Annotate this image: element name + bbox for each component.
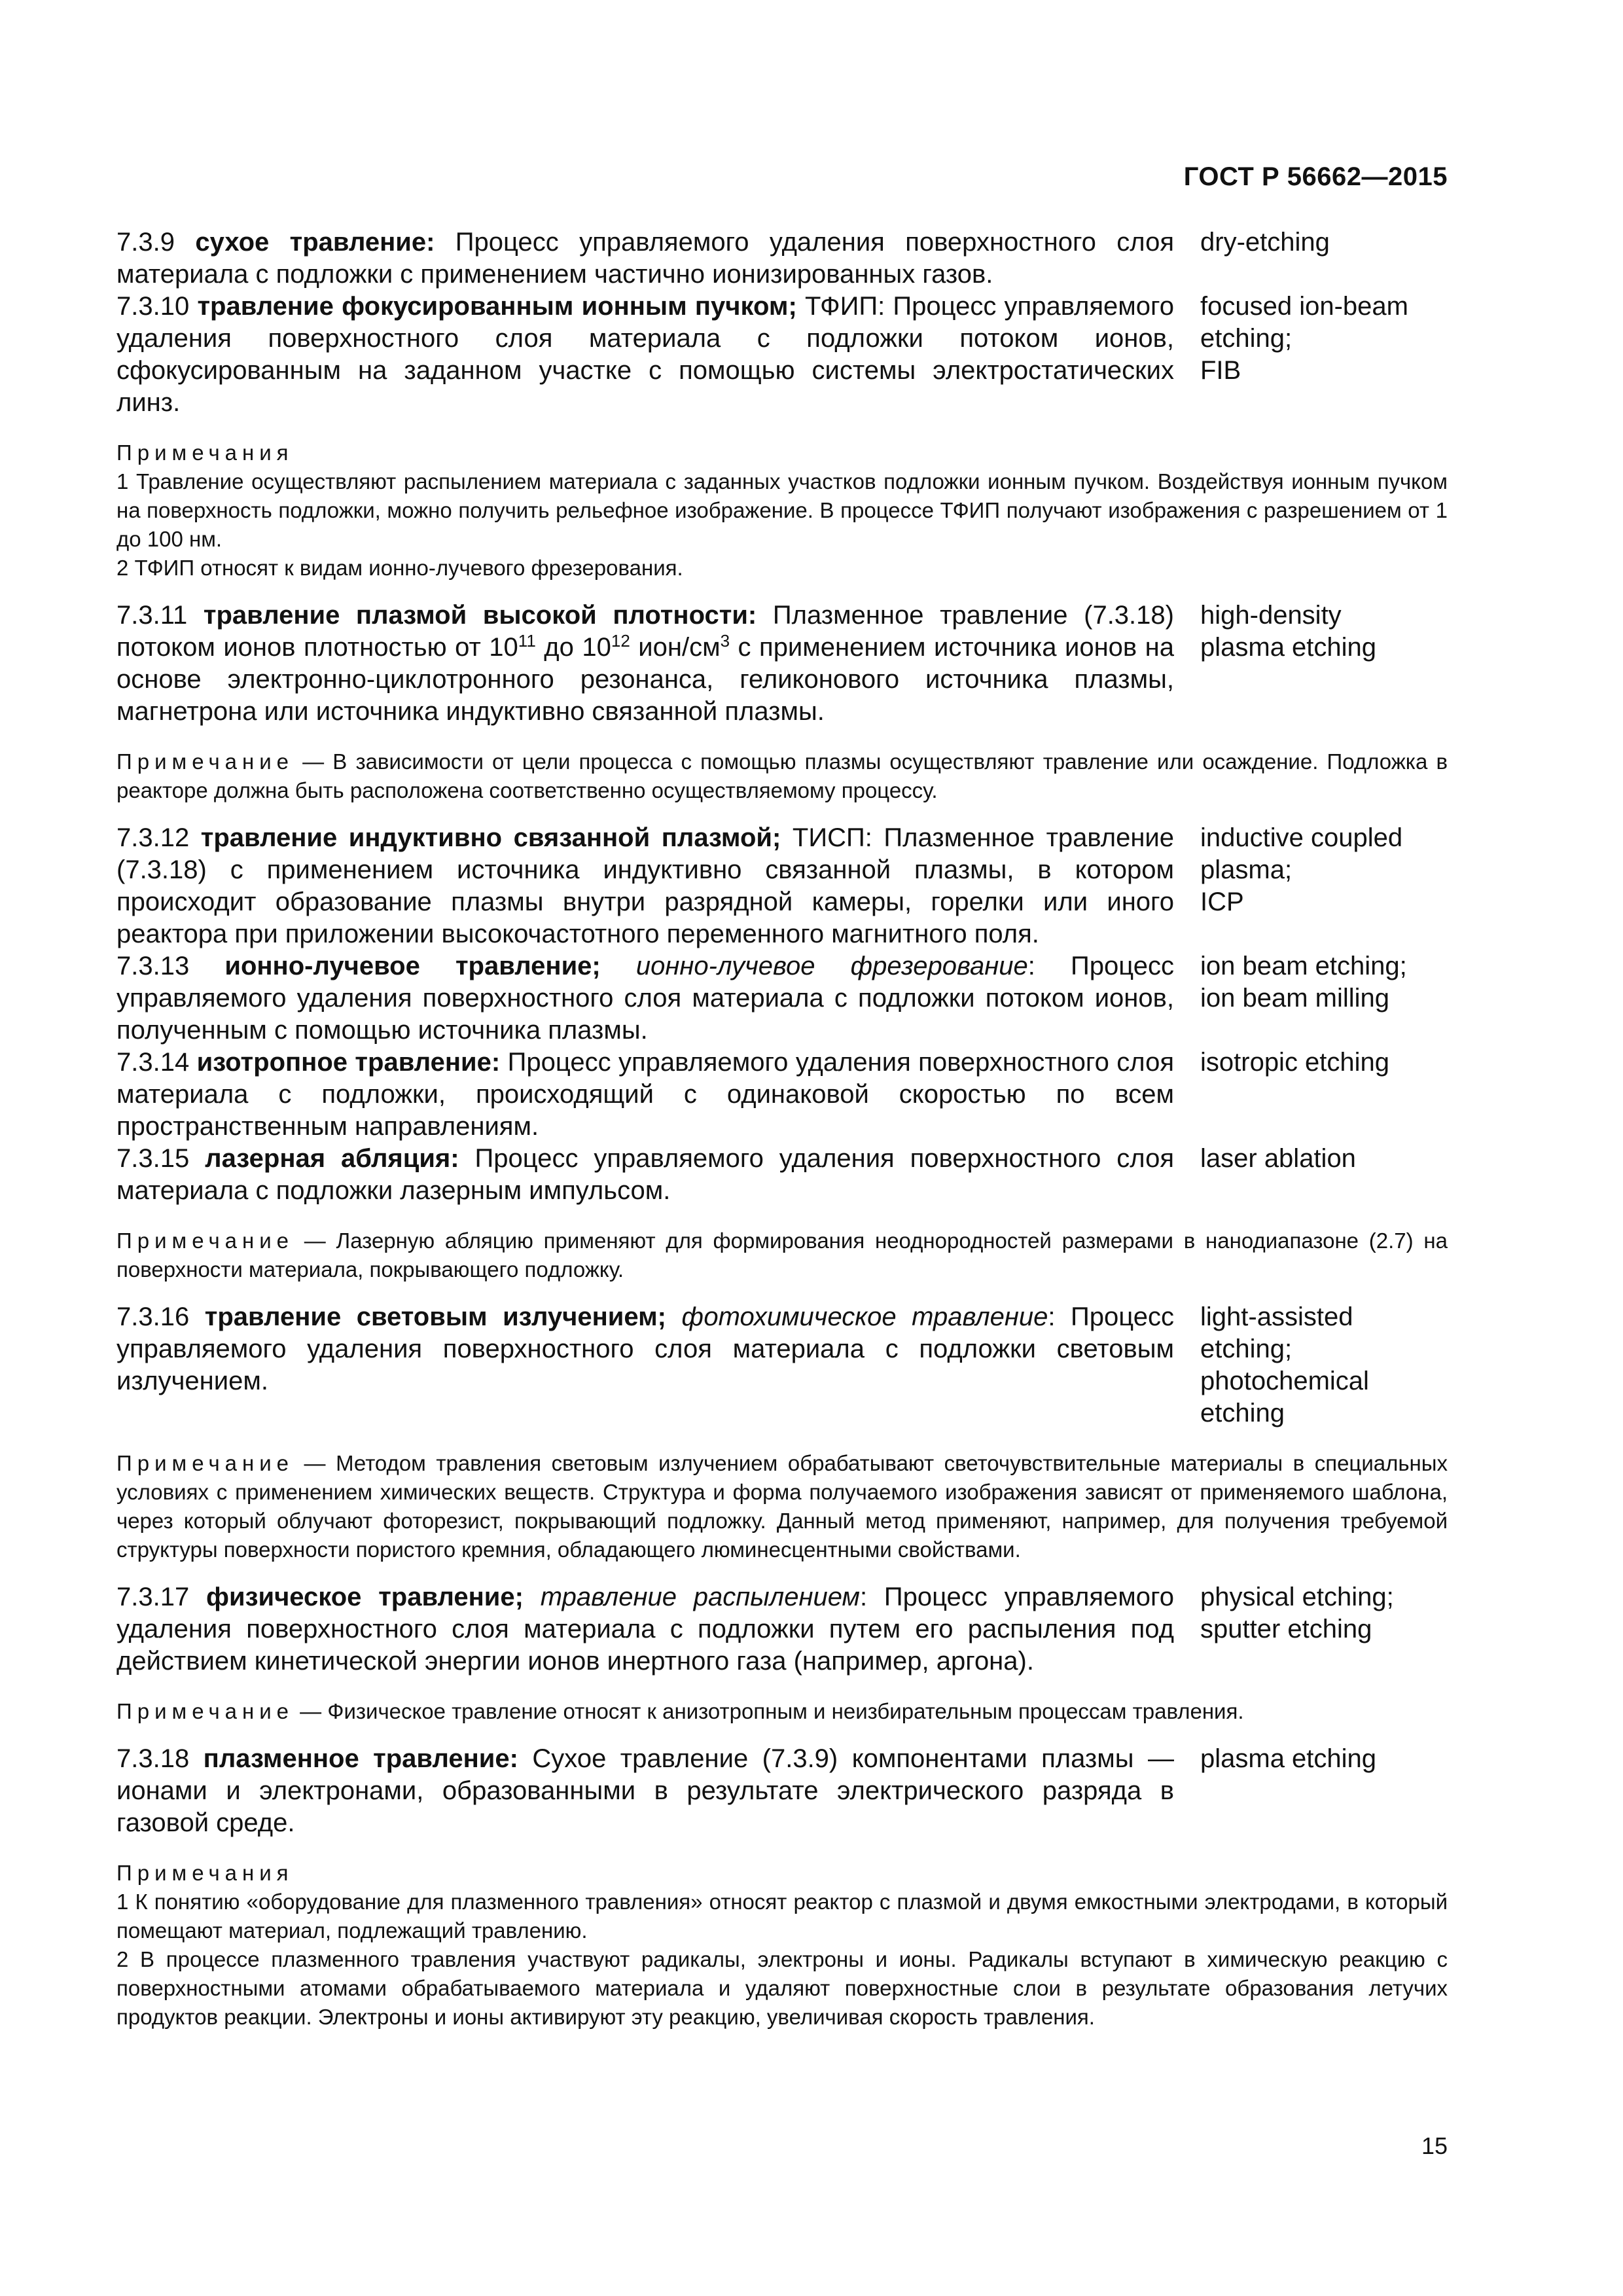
term-entry-7-3-17: [116, 1581, 1448, 1677]
note-block-2: Примечание — В зависимости от цели процесса с помощью плазмы осуществляют травление или осаждение. Подложка в реакторе должна быть расположена соответственно осуществляемому процессу.: [116, 749, 1448, 802]
term-english: high-density plasma etching: [1200, 601, 1377, 662]
term-entry-7-3-12: [116, 822, 1448, 950]
term-name: ионно-лучевое травление;: [224, 952, 601, 980]
term-english: light-assisted etching; photochemical etching: [1200, 1302, 1369, 1427]
term-synonym: ионно-лучевое фрезерование: [635, 952, 1028, 980]
term-name: плазменное травление:: [203, 1744, 518, 1773]
page-content: [116, 226, 1448, 2032]
term-definition: 7.3.12 травление индуктивно связанной плазмой; ТИСП: Плазменное травление (7.3.18) с применением источника индуктивно связанной плазмы, в котором происходит образование плазмы внутри разрядной камеры, горелки или иного реактора при приложении высокочастотного переменного магнитного поля.: [116, 823, 1174, 948]
term-name: травление индуктивно связанной плазмой;: [200, 823, 781, 852]
term-entry-7-3-9: [116, 226, 1448, 291]
term-definition: 7.3.10 травление фокусированным ионным пучком; ТФИП: Процесс управляемого удаления поверхностного слоя материала с подложки потоком ионов, сфокусированным на заданном участке с помощью системы электростатических линз.: [116, 292, 1174, 417]
term-entry-7-3-13: [116, 950, 1448, 1047]
document-code: ГОСТ Р 56662—2015: [1183, 162, 1448, 191]
note-block-1: [116, 439, 1448, 583]
term-english: focused ion-beam etching; FIB: [1200, 292, 1408, 385]
term-entry-7-3-11: [116, 600, 1448, 728]
note-heading: Примечания: [116, 1861, 294, 1885]
note-item: 1 К понятию «оборудование для плазменного травления» относят реактор с плазмой и двумя емкостными электродами, в который помещают материал, подлежащий травлению.: [116, 1890, 1448, 1943]
note-heading: Примечание: [116, 1699, 294, 1723]
term-name: травление световым излучением;: [204, 1302, 666, 1331]
note-block-4: Примечание — Методом травления световым излучением обрабатывают светочувствительные материалы в специальных условиях с применением химических веществ. Структура и форма получаемого изображения зависят от применяемого шаблона, через который облучают фоторезист, покрывающий подложку. Данный метод применяют, например, для получения требуемой структуры поверхности пористого кремния, обладающего люминесцентными свойствами.: [116, 1451, 1448, 1562]
term-english: inductive coupled plasma; ICP: [1200, 823, 1403, 916]
note-item: 2 В процессе плазменного травления участвуют радикалы, электроны и ионы. Радикалы вступают в химическую реакцию с поверхностными атомами обрабатываемого материала и удаляют поверхностные слои в результате образования летучих продуктов реакции. Электроны и ионы активируют эту реакцию, увеличивая скорость травления.: [116, 1947, 1448, 2029]
term-english: dry-etching: [1200, 228, 1330, 257]
page-number: 15: [1421, 2132, 1448, 2159]
term-name: сухое травление:: [195, 228, 435, 257]
note-block-6: [116, 1859, 1448, 2032]
term-synonym: травление распылением: [540, 1583, 860, 1611]
term-synonym: фотохимическое травление: [681, 1302, 1048, 1331]
term-name: лазерная абляция:: [205, 1144, 459, 1173]
term-english: ion beam etching; ion beam milling: [1200, 952, 1407, 1013]
term-definition: 7.3.13 ионно-лучевое травление; ионно-лучевое фрезерование: Процесс управляемого удаления поверхностного слоя материала с подложки потоком ионов, полученным с помощью источника плазмы.: [116, 952, 1174, 1045]
term-definition: 7.3.11 травление плазмой высокой плотности: Плазменное травление (7.3.18) потоком ионов плотностью от $10^{11}$ до $10^{12}$ ион/$см^3$ с применением источника ионов на основе электронно-циклотронного резонанса, геликонового источника плазмы, магнетрона или источника индуктивно связанной плазмы.: [116, 601, 1175, 726]
term-definition: 7.3.9 сухое травление: Процесс управляемого удаления поверхностного слоя материала с подложки с применением частично ионизированных газов.: [116, 228, 1174, 289]
term-entry-7-3-10: [116, 291, 1448, 419]
term-english: physical etching; sputter etching: [1200, 1583, 1394, 1643]
term-entry-7-3-16: [116, 1301, 1448, 1429]
term-english: plasma etching: [1200, 1744, 1377, 1773]
term-definition: 7.3.18 плазменное травление: Сухое травление (7.3.9) компонентами плазмы — ионами и электронами, образованными в результате электрического разряда в газовой среде.: [116, 1744, 1174, 1837]
term-entry-7-3-18: [116, 1743, 1448, 1839]
term-definition: 7.3.14 изотропное травление: Процесс управляемого удаления поверхностного слоя материала с подложки, происходящий с одинаковой скоростью по всем пространственным направлениям.: [116, 1048, 1174, 1141]
term-definition: 7.3.17 физическое травление; травление распылением: Процесс управляемого удаления поверхностного слоя материала с подложки путем его распыления под действием кинетической энергии ионов инертного газа (например, аргона).: [116, 1583, 1174, 1676]
term-name: травление плазмой высокой плотности:: [203, 601, 757, 630]
term-name: физическое травление;: [206, 1583, 524, 1611]
note-block-5: Примечание — Физическое травление относят к анизотропным и неизбирательным процессам травления.: [116, 1699, 1244, 1723]
term-entry-7-3-15: [116, 1143, 1448, 1207]
term-definition: 7.3.16 травление световым излучением; фотохимическое травление: Процесс управляемого удаления поверхностного слоя материала с подложки световым излучением.: [116, 1302, 1174, 1395]
term-name: изотропное травление:: [196, 1048, 501, 1077]
note-heading: Примечания: [116, 440, 294, 465]
note-item: 2 ТФИП относят к видам ионно-лучевого фрезерования.: [116, 556, 683, 580]
term-english: laser ablation: [1200, 1144, 1356, 1173]
term-name: травление фокусированным ионным пучком;: [197, 292, 797, 321]
note-heading: Примечание: [116, 749, 294, 774]
note-item: 1 Травление осуществляют распылением материала с заданных участков подложки ионным пучком. Воздействуя ионным пучком на поверхность подложки, можно получить рельефное изображение. В процессе ТФИП получают изображения с разрешением от 1 до 100 нм.: [116, 469, 1448, 551]
term-english: isotropic etching: [1200, 1048, 1390, 1077]
note-heading: Примечание: [116, 1229, 294, 1253]
note-heading: Примечание: [116, 1451, 294, 1475]
term-definition: 7.3.15 лазерная абляция: Процесс управляемого удаления поверхностного слоя материала с подложки лазерным импульсом.: [116, 1144, 1174, 1205]
note-block-3: Примечание — Лазерную абляцию применяют для формирования неоднородностей размерами в нанодиапазоне (2.7) на поверхности материала, покрывающего подложку.: [116, 1229, 1448, 1282]
term-entry-7-3-14: [116, 1047, 1448, 1143]
